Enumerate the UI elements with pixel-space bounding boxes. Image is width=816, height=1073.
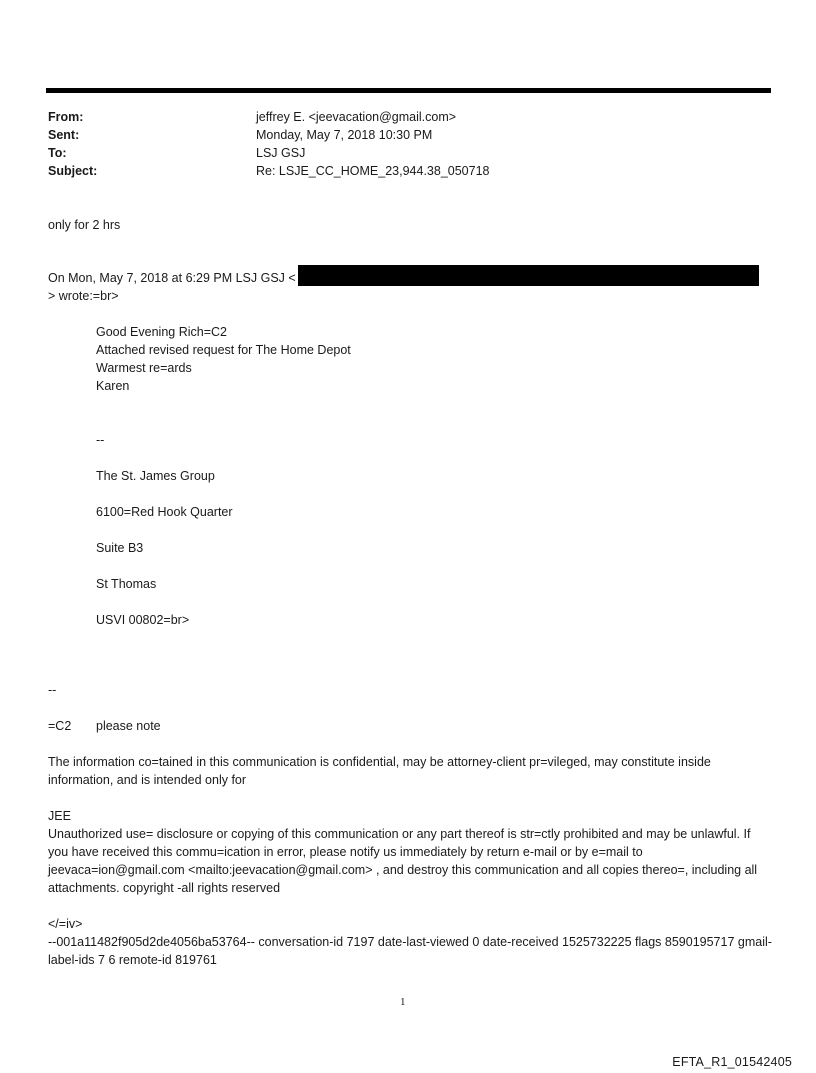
sent-label: Sent: bbox=[48, 128, 80, 142]
reply-text: only for 2 hrs bbox=[48, 218, 121, 232]
signature-company: The St. James Group bbox=[96, 469, 215, 483]
quote-header-line2: > wrote:=br> bbox=[48, 289, 119, 303]
redaction-bar bbox=[298, 265, 759, 286]
quote-header-line1: On Mon, May 7, 2018 at 6:29 PM LSJ GSJ < bbox=[48, 271, 296, 285]
attached-line: Attached revised request for The Home Depot bbox=[96, 343, 351, 357]
to-label: To: bbox=[48, 146, 67, 160]
sender-name: Karen bbox=[96, 379, 130, 393]
note-code: =C2 bbox=[48, 719, 72, 733]
from-value: jeffrey E. <jeevacation@gmail.com> bbox=[256, 110, 457, 124]
from-row bbox=[48, 108, 748, 126]
subject-row bbox=[48, 162, 748, 180]
email-header bbox=[48, 108, 748, 180]
signature-address: 6100=Red Hook Quarter bbox=[96, 505, 233, 519]
div-close-tag: </=iv> bbox=[48, 917, 83, 931]
signature-separator: -- bbox=[96, 433, 105, 447]
subject-value: Re: LSJE_CC_HOME_23,944.38_050718 bbox=[256, 164, 490, 178]
bates-number: EFTA_R1_01542405 bbox=[672, 1055, 792, 1069]
signature-zip: USVI 00802=br> bbox=[96, 613, 190, 627]
page-number: 1 bbox=[400, 996, 406, 1008]
from-label: From: bbox=[48, 110, 84, 124]
sent-value: Monday, May 7, 2018 10:30 PM bbox=[256, 128, 433, 142]
unauthorized-notice: Unauthorized use= disclosure or copying of this communication or any part thereof is str=ctly prohibited and may be unlawful. If you have received this commu=ication in error, please notify us immediately by return e-mail or by e=mail to jeevaca=ion@gmail.com <mailto:jeevacation@gmail.com> , and destroy this communication and all copies thereo=, including all attachments. copyright -all rights reserved bbox=[48, 827, 758, 895]
greeting: Good Evening Rich=C2 bbox=[96, 325, 227, 339]
signature-city: St Thomas bbox=[96, 577, 157, 591]
sent-row bbox=[48, 126, 748, 144]
regards-line: Warmest re=ards bbox=[96, 361, 192, 375]
subject-label: Subject: bbox=[48, 164, 98, 178]
confidentiality-notice: The information co=tained in this communication is confidential, may be attorney-client pr=vileged, may constitute inside information, and is intended only for bbox=[48, 755, 711, 787]
separator: -- bbox=[48, 683, 57, 697]
note-text: please note bbox=[96, 719, 161, 733]
signature-suite: Suite B3 bbox=[96, 541, 144, 555]
to-row bbox=[48, 144, 748, 162]
message-metadata: --001a11482f905d2de4056ba53764-- conversation-id 7197 date-last-viewed 0 date-received 1525732225 flags 8590195717 gmail-label-ids 7 6 remote-id 819761 bbox=[48, 935, 772, 967]
jee-line: JEE bbox=[48, 809, 71, 823]
to-value: LSJ GSJ bbox=[256, 146, 306, 160]
header-rule bbox=[46, 88, 771, 93]
